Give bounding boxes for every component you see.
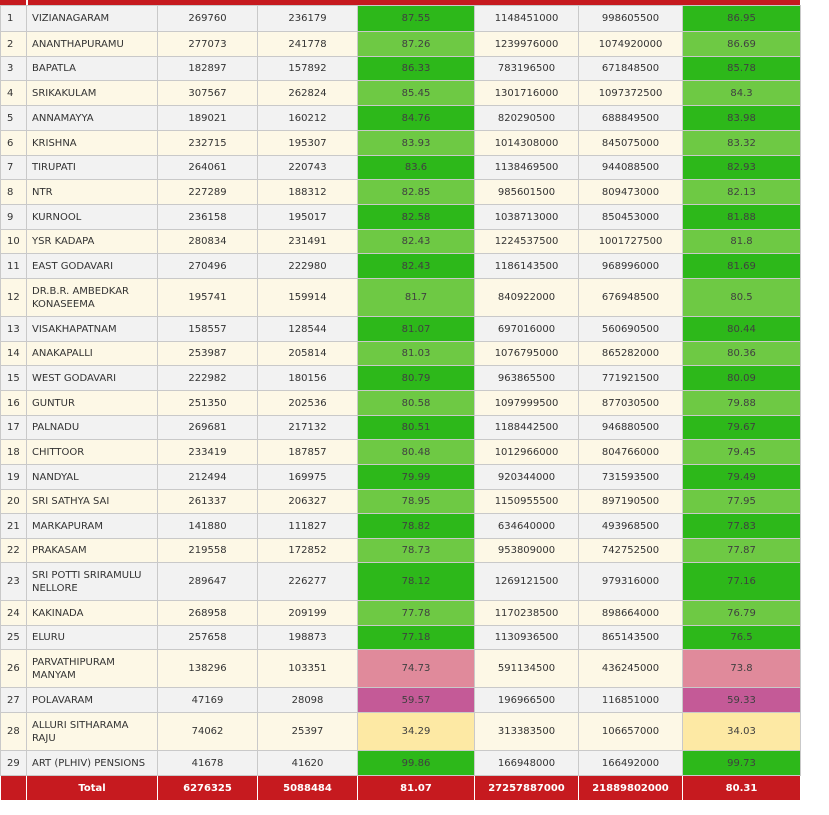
district-name: PALNADU <box>27 416 158 440</box>
col3-value: 1170238500 <box>475 601 579 626</box>
row-serial-number: 10 <box>1 230 27 254</box>
col4-value: 845075000 <box>579 131 683 156</box>
col2-value: 222980 <box>258 254 358 279</box>
row-serial-number: 26 <box>1 650 27 688</box>
col4-value: 968996000 <box>579 254 683 279</box>
district-name: CHITTOOR <box>27 440 158 465</box>
percent-2-cell: 77.95 <box>683 490 801 514</box>
table-row <box>1 279 801 317</box>
col1-value: 222982 <box>158 366 258 391</box>
row-serial-number: 27 <box>1 688 27 713</box>
table-row <box>1 156 801 180</box>
col4-value: 671848500 <box>579 57 683 81</box>
district-name: POLAVARAM <box>27 688 158 713</box>
row-serial-number: 2 <box>1 32 27 57</box>
row-serial-number: 3 <box>1 57 27 81</box>
table-row <box>1 490 801 514</box>
col3-value: 920344000 <box>475 465 579 490</box>
percent-1-cell: 80.58 <box>358 391 475 416</box>
col3-value: 1269121500 <box>475 563 579 601</box>
percent-2-cell: 73.8 <box>683 650 801 688</box>
col3-value: 166948000 <box>475 751 579 776</box>
district-name: PARVATHIPURAM MANYAM <box>27 650 158 688</box>
col4-value: 877030500 <box>579 391 683 416</box>
col2-value: 159914 <box>258 279 358 317</box>
col2-value: 206327 <box>258 490 358 514</box>
col2-value: 220743 <box>258 156 358 180</box>
total-row <box>1 776 801 801</box>
percent-1-cell: 78.73 <box>358 539 475 563</box>
table-row <box>1 6 801 32</box>
percent-1-cell: 82.58 <box>358 205 475 230</box>
col2-value: 25397 <box>258 713 358 751</box>
percent-2-cell: 79.67 <box>683 416 801 440</box>
col2-value: 187857 <box>258 440 358 465</box>
col2-value: 157892 <box>258 57 358 81</box>
table-row <box>1 751 801 776</box>
district-name: ANANTHAPURAMU <box>27 32 158 57</box>
col2-value: 209199 <box>258 601 358 626</box>
col1-value: 236158 <box>158 205 258 230</box>
col1-value: 264061 <box>158 156 258 180</box>
table-row <box>1 342 801 366</box>
total-label: Total <box>27 776 158 801</box>
col2-value: 128544 <box>258 317 358 342</box>
row-serial-number: 5 <box>1 106 27 131</box>
table-body <box>1 6 801 776</box>
percent-2-cell: 81.69 <box>683 254 801 279</box>
percent-2-cell: 34.03 <box>683 713 801 751</box>
col1-value: 307567 <box>158 81 258 106</box>
row-serial-number: 4 <box>1 81 27 106</box>
col4-value: 688849500 <box>579 106 683 131</box>
col3-value: 820290500 <box>475 106 579 131</box>
percent-2-cell: 82.93 <box>683 156 801 180</box>
table-row <box>1 539 801 563</box>
percent-2-cell: 80.5 <box>683 279 801 317</box>
percent-2-cell: 77.16 <box>683 563 801 601</box>
percent-2-cell: 99.73 <box>683 751 801 776</box>
col3-value: 1097999500 <box>475 391 579 416</box>
percent-1-cell: 80.51 <box>358 416 475 440</box>
district-name: DR.B.R. AMBEDKAR KONASEEMA <box>27 279 158 317</box>
percent-1-cell: 81.07 <box>358 317 475 342</box>
row-serial-number: 24 <box>1 601 27 626</box>
row-serial-number: 14 <box>1 342 27 366</box>
district-name: VISAKHAPATNAM <box>27 317 158 342</box>
col4-value: 979316000 <box>579 563 683 601</box>
col4-value: 116851000 <box>579 688 683 713</box>
col2-value: 103351 <box>258 650 358 688</box>
total-percent-2: 80.31 <box>683 776 801 801</box>
table-row <box>1 131 801 156</box>
row-serial-number: 20 <box>1 490 27 514</box>
row-serial-number: 7 <box>1 156 27 180</box>
col1-value: 212494 <box>158 465 258 490</box>
district-name: SRI SATHYA SAI <box>27 490 158 514</box>
col4-value: 560690500 <box>579 317 683 342</box>
district-name: NANDYAL <box>27 465 158 490</box>
district-name: KRISHNA <box>27 131 158 156</box>
percent-1-cell: 77.78 <box>358 601 475 626</box>
percent-2-cell: 86.69 <box>683 32 801 57</box>
col3-value: 783196500 <box>475 57 579 81</box>
col1-value: 158557 <box>158 317 258 342</box>
col4-value: 898664000 <box>579 601 683 626</box>
district-name: MARKAPURAM <box>27 514 158 539</box>
percent-2-cell: 81.8 <box>683 230 801 254</box>
col3-value: 591134500 <box>475 650 579 688</box>
col4-value: 1097372500 <box>579 81 683 106</box>
col3-value: 1148451000 <box>475 6 579 32</box>
col1-value: 195741 <box>158 279 258 317</box>
row-serial-number: 15 <box>1 366 27 391</box>
percent-2-cell: 85.78 <box>683 57 801 81</box>
percent-2-cell: 82.13 <box>683 180 801 205</box>
table-row <box>1 601 801 626</box>
table-row <box>1 688 801 713</box>
col3-value: 1224537500 <box>475 230 579 254</box>
col1-value: 232715 <box>158 131 258 156</box>
col3-value: 196966500 <box>475 688 579 713</box>
col4-value: 944088500 <box>579 156 683 180</box>
percent-1-cell: 81.7 <box>358 279 475 317</box>
col4-value: 493968500 <box>579 514 683 539</box>
row-serial-number: 17 <box>1 416 27 440</box>
district-name: ANAKAPALLI <box>27 342 158 366</box>
district-name: NTR <box>27 180 158 205</box>
total-col1: 6276325 <box>158 776 258 801</box>
district-name: EAST GODAVARI <box>27 254 158 279</box>
col1-value: 141880 <box>158 514 258 539</box>
col2-value: 28098 <box>258 688 358 713</box>
col4-value: 436245000 <box>579 650 683 688</box>
col1-value: 41678 <box>158 751 258 776</box>
total-col3: 27257887000 <box>475 776 579 801</box>
col3-value: 1130936500 <box>475 626 579 650</box>
col1-value: 257658 <box>158 626 258 650</box>
percent-2-cell: 79.45 <box>683 440 801 465</box>
percent-2-cell: 59.33 <box>683 688 801 713</box>
col1-value: 251350 <box>158 391 258 416</box>
row-serial-number: 29 <box>1 751 27 776</box>
percent-2-cell: 81.88 <box>683 205 801 230</box>
table-row <box>1 366 801 391</box>
col4-value: 106657000 <box>579 713 683 751</box>
total-col2: 5088484 <box>258 776 358 801</box>
col2-value: 180156 <box>258 366 358 391</box>
row-serial-number: 12 <box>1 279 27 317</box>
col4-value: 850453000 <box>579 205 683 230</box>
table-row <box>1 440 801 465</box>
col1-value: 47169 <box>158 688 258 713</box>
district-name: KAKINADA <box>27 601 158 626</box>
col3-value: 1150955500 <box>475 490 579 514</box>
percent-1-cell: 99.86 <box>358 751 475 776</box>
percent-2-cell: 77.87 <box>683 539 801 563</box>
col1-value: 227289 <box>158 180 258 205</box>
col4-value: 865282000 <box>579 342 683 366</box>
table-row <box>1 317 801 342</box>
district-name: WEST GODAVARI <box>27 366 158 391</box>
col2-value: 262824 <box>258 81 358 106</box>
row-serial-number: 23 <box>1 563 27 601</box>
percent-1-cell: 78.95 <box>358 490 475 514</box>
percent-2-cell: 83.98 <box>683 106 801 131</box>
col3-value: 1038713000 <box>475 205 579 230</box>
district-name: VIZIANAGARAM <box>27 6 158 32</box>
col2-value: 205814 <box>258 342 358 366</box>
col4-value: 771921500 <box>579 366 683 391</box>
table-row <box>1 57 801 81</box>
district-name: ALLURI SITHARAMA RAJU <box>27 713 158 751</box>
table-row <box>1 106 801 131</box>
percent-1-cell: 87.55 <box>358 6 475 32</box>
percent-1-cell: 84.76 <box>358 106 475 131</box>
col1-value: 138296 <box>158 650 258 688</box>
col1-value: 233419 <box>158 440 258 465</box>
table-row <box>1 180 801 205</box>
percent-2-cell: 80.09 <box>683 366 801 391</box>
percent-1-cell: 81.03 <box>358 342 475 366</box>
table-row <box>1 32 801 57</box>
col3-value: 1012966000 <box>475 440 579 465</box>
percent-2-cell: 79.49 <box>683 465 801 490</box>
col3-value: 1186143500 <box>475 254 579 279</box>
col3-value: 1301716000 <box>475 81 579 106</box>
col2-value: 226277 <box>258 563 358 601</box>
percent-1-cell: 83.93 <box>358 131 475 156</box>
district-name: ANNAMAYYA <box>27 106 158 131</box>
col1-value: 269760 <box>158 6 258 32</box>
percent-1-cell: 82.85 <box>358 180 475 205</box>
col4-value: 865143500 <box>579 626 683 650</box>
district-pension-table <box>0 5 801 801</box>
col4-value: 1001727500 <box>579 230 683 254</box>
percent-1-cell: 34.29 <box>358 713 475 751</box>
col1-value: 270496 <box>158 254 258 279</box>
percent-1-cell: 79.99 <box>358 465 475 490</box>
col1-value: 268958 <box>158 601 258 626</box>
col2-value: 217132 <box>258 416 358 440</box>
col4-value: 809473000 <box>579 180 683 205</box>
percent-2-cell: 76.5 <box>683 626 801 650</box>
col4-value: 742752500 <box>579 539 683 563</box>
col1-value: 189021 <box>158 106 258 131</box>
col4-value: 166492000 <box>579 751 683 776</box>
table-row <box>1 391 801 416</box>
row-serial-number: 11 <box>1 254 27 279</box>
col2-value: 160212 <box>258 106 358 131</box>
col4-value: 1074920000 <box>579 32 683 57</box>
district-name: KURNOOL <box>27 205 158 230</box>
row-serial-number: 28 <box>1 713 27 751</box>
district-name: SRIKAKULAM <box>27 81 158 106</box>
col1-value: 261337 <box>158 490 258 514</box>
district-name: PRAKASAM <box>27 539 158 563</box>
col1-value: 280834 <box>158 230 258 254</box>
table-row <box>1 626 801 650</box>
col4-value: 946880500 <box>579 416 683 440</box>
col3-value: 697016000 <box>475 317 579 342</box>
percent-1-cell: 77.18 <box>358 626 475 650</box>
percent-1-cell: 80.79 <box>358 366 475 391</box>
percent-1-cell: 78.12 <box>358 563 475 601</box>
col1-value: 277073 <box>158 32 258 57</box>
percent-2-cell: 76.79 <box>683 601 801 626</box>
district-name: BAPATLA <box>27 57 158 81</box>
percent-2-cell: 86.95 <box>683 6 801 32</box>
district-name: ART (PLHIV) PENSIONS <box>27 751 158 776</box>
percent-1-cell: 83.6 <box>358 156 475 180</box>
total-col4: 21889802000 <box>579 776 683 801</box>
col3-value: 634640000 <box>475 514 579 539</box>
col1-value: 74062 <box>158 713 258 751</box>
row-serial-number: 16 <box>1 391 27 416</box>
total-percent-1: 81.07 <box>358 776 475 801</box>
col4-value: 804766000 <box>579 440 683 465</box>
col2-value: 172852 <box>258 539 358 563</box>
col4-value: 897190500 <box>579 490 683 514</box>
percent-1-cell: 86.33 <box>358 57 475 81</box>
table-row <box>1 514 801 539</box>
col3-value: 840922000 <box>475 279 579 317</box>
col1-value: 289647 <box>158 563 258 601</box>
col3-value: 1239976000 <box>475 32 579 57</box>
col3-value: 1188442500 <box>475 416 579 440</box>
percent-1-cell: 78.82 <box>358 514 475 539</box>
percent-2-cell: 80.36 <box>683 342 801 366</box>
district-name: GUNTUR <box>27 391 158 416</box>
district-name: ELURU <box>27 626 158 650</box>
col2-value: 236179 <box>258 6 358 32</box>
row-serial-number: 25 <box>1 626 27 650</box>
row-serial-number: 9 <box>1 205 27 230</box>
col3-value: 1076795000 <box>475 342 579 366</box>
col3-value: 963865500 <box>475 366 579 391</box>
table-row <box>1 465 801 490</box>
col2-value: 111827 <box>258 514 358 539</box>
row-serial-number: 19 <box>1 465 27 490</box>
col2-value: 169975 <box>258 465 358 490</box>
col2-value: 241778 <box>258 32 358 57</box>
percent-2-cell: 84.3 <box>683 81 801 106</box>
row-serial-number: 13 <box>1 317 27 342</box>
col4-value: 731593500 <box>579 465 683 490</box>
col1-value: 182897 <box>158 57 258 81</box>
col2-value: 231491 <box>258 230 358 254</box>
percent-2-cell: 83.32 <box>683 131 801 156</box>
col1-value: 269681 <box>158 416 258 440</box>
row-serial-number: 1 <box>1 6 27 32</box>
col2-value: 195017 <box>258 205 358 230</box>
percent-2-cell: 77.83 <box>683 514 801 539</box>
table-row <box>1 563 801 601</box>
percent-2-cell: 79.88 <box>683 391 801 416</box>
percent-2-cell: 80.44 <box>683 317 801 342</box>
district-name: TIRUPATI <box>27 156 158 180</box>
row-serial-number: 6 <box>1 131 27 156</box>
table-row <box>1 81 801 106</box>
table-row <box>1 416 801 440</box>
col1-value: 253987 <box>158 342 258 366</box>
col3-value: 1014308000 <box>475 131 579 156</box>
percent-1-cell: 82.43 <box>358 230 475 254</box>
percent-1-cell: 59.57 <box>358 688 475 713</box>
district-name: SRI POTTI SRIRAMULU NELLORE <box>27 563 158 601</box>
col3-value: 985601500 <box>475 180 579 205</box>
table-row <box>1 713 801 751</box>
col2-value: 202536 <box>258 391 358 416</box>
district-name: YSR KADAPA <box>27 230 158 254</box>
col2-value: 41620 <box>258 751 358 776</box>
table-row <box>1 254 801 279</box>
table-row <box>1 230 801 254</box>
col2-value: 198873 <box>258 626 358 650</box>
col3-value: 953809000 <box>475 539 579 563</box>
percent-1-cell: 82.43 <box>358 254 475 279</box>
col3-value: 1138469500 <box>475 156 579 180</box>
col4-value: 998605500 <box>579 6 683 32</box>
col2-value: 188312 <box>258 180 358 205</box>
col3-value: 313383500 <box>475 713 579 751</box>
percent-1-cell: 85.45 <box>358 81 475 106</box>
col2-value: 195307 <box>258 131 358 156</box>
row-serial-number: 22 <box>1 539 27 563</box>
percent-1-cell: 74.73 <box>358 650 475 688</box>
col1-value: 219558 <box>158 539 258 563</box>
col4-value: 676948500 <box>579 279 683 317</box>
table-row <box>1 205 801 230</box>
percent-1-cell: 87.26 <box>358 32 475 57</box>
percent-1-cell: 80.48 <box>358 440 475 465</box>
row-serial-number: 8 <box>1 180 27 205</box>
row-serial-number: 21 <box>1 514 27 539</box>
total-sno-cell <box>1 776 27 801</box>
table-row <box>1 650 801 688</box>
row-serial-number: 18 <box>1 440 27 465</box>
